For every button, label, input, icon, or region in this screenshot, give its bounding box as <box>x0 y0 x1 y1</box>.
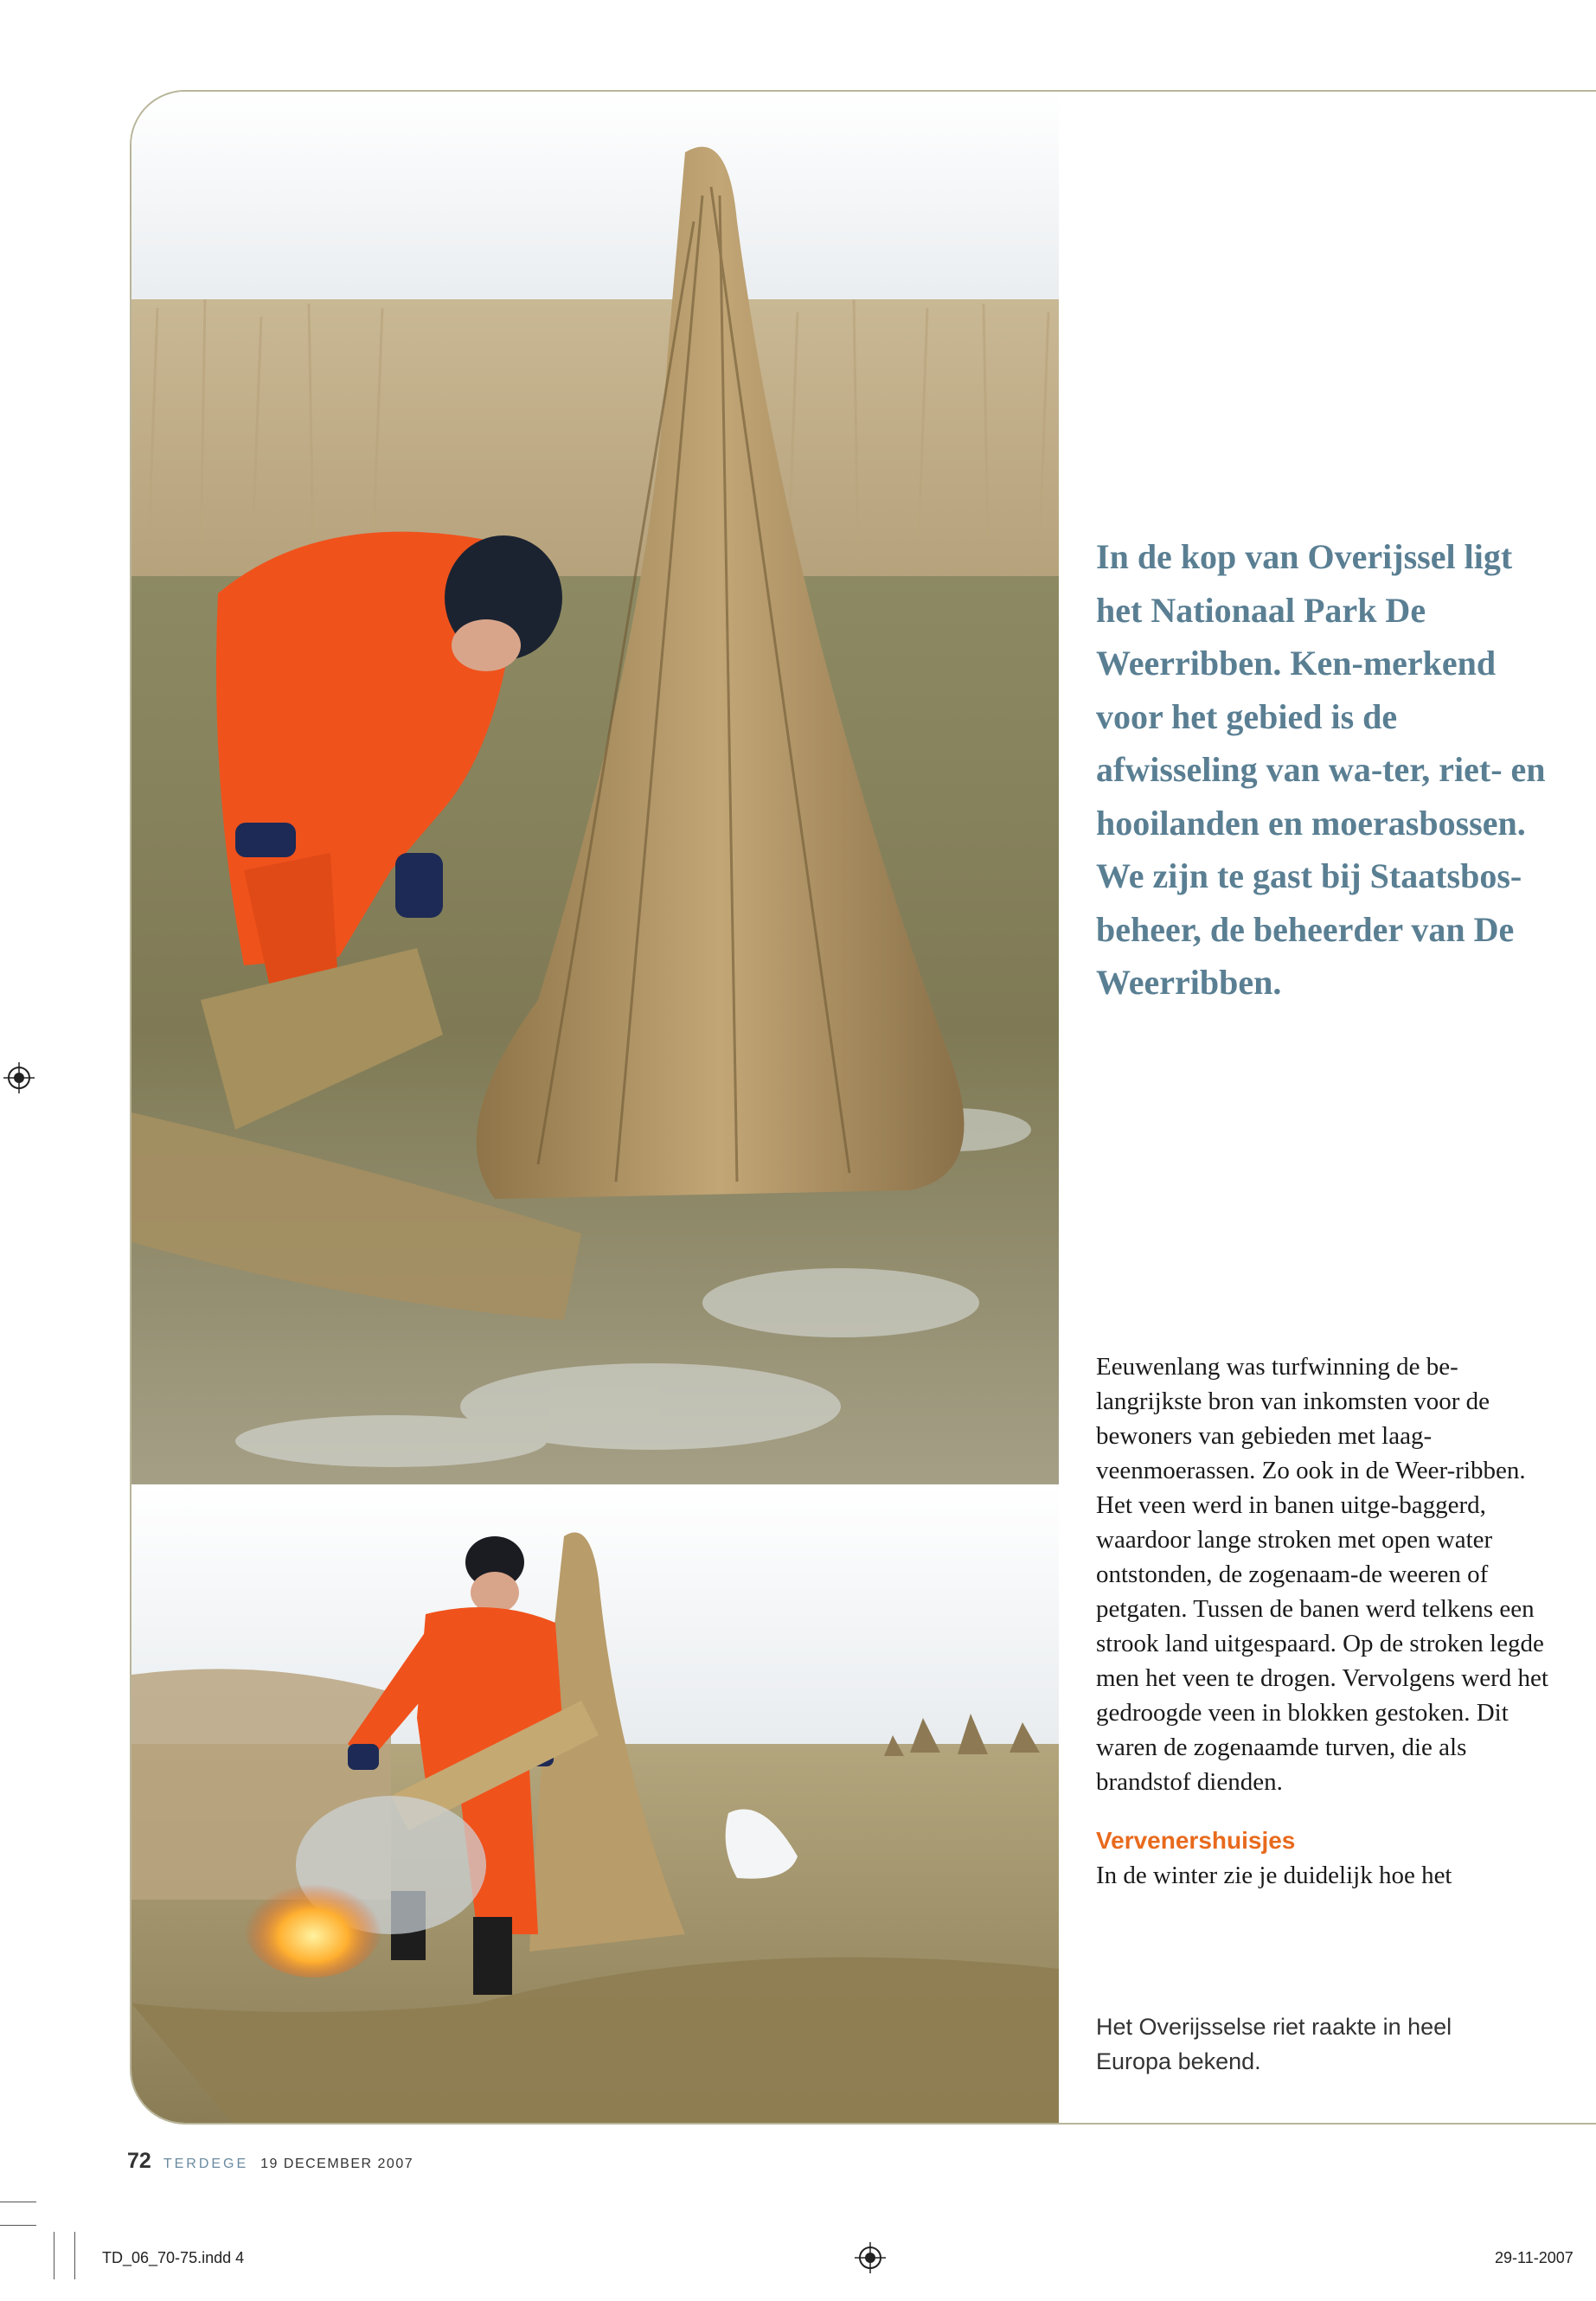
issue-date: 19 DECEMBER 2007 <box>260 2157 414 2171</box>
body-paragraph: Eeuwenlang was turfwinning de be-langrijkste bron van inkomsten voor de bewoners van gebieden met laag-veenmoerassen. Zo ook in de Weer-ribben. Het veen werd in banen uitge-baggerd, waardoor lange stroken met open water ontstonden, de zogenaam-de weeren of petgaten. Tussen de banen werd telkens een strook land uitgespaard. Op de stroken legde men het veen te drogen. Vervolgens werd het gedroogde veen in blokken gestoken. Dit waren de zogenaamde turven, die als brandstof dienden. <box>1096 1353 1548 1796</box>
article-body <box>1096 1349 1550 1893</box>
reed-worker-photo <box>131 92 1059 1484</box>
photo-caption: Het Overijsselse riet raakte in heel Europa bekend. <box>1096 2014 1452 2074</box>
section-subheading: Vervenershuisjes <box>1096 1827 1296 1854</box>
reed-burning-photo <box>131 1484 1059 2125</box>
registration-mark-icon <box>3 1062 35 1093</box>
page-number: 72 <box>127 2149 151 2173</box>
article-intro: In de kop van Overijssel ligt het Nationaal Park De Weerribben. Ken-merkend voor het gebied is de afwisseling van wa-ter, riet- en hooilanden en moerasbossen. We zijn te gast bij Staatsbos-beheer, de beheerder van De Weerribben. <box>1096 537 1546 1002</box>
magazine-name: TERDEGE <box>163 2157 249 2171</box>
print-slug-file: TD_06_70-75.indd 4 <box>102 2249 245 2266</box>
registration-mark-icon <box>855 2242 886 2273</box>
subheading-text: In de winter zie je duidelijk hoe het <box>1096 1862 1452 1889</box>
crop-mark <box>0 2225 36 2226</box>
crop-mark <box>74 2232 75 2279</box>
page-footer <box>127 2149 413 2174</box>
print-slug-date: 29-11-2007 <box>1495 2249 1574 2266</box>
